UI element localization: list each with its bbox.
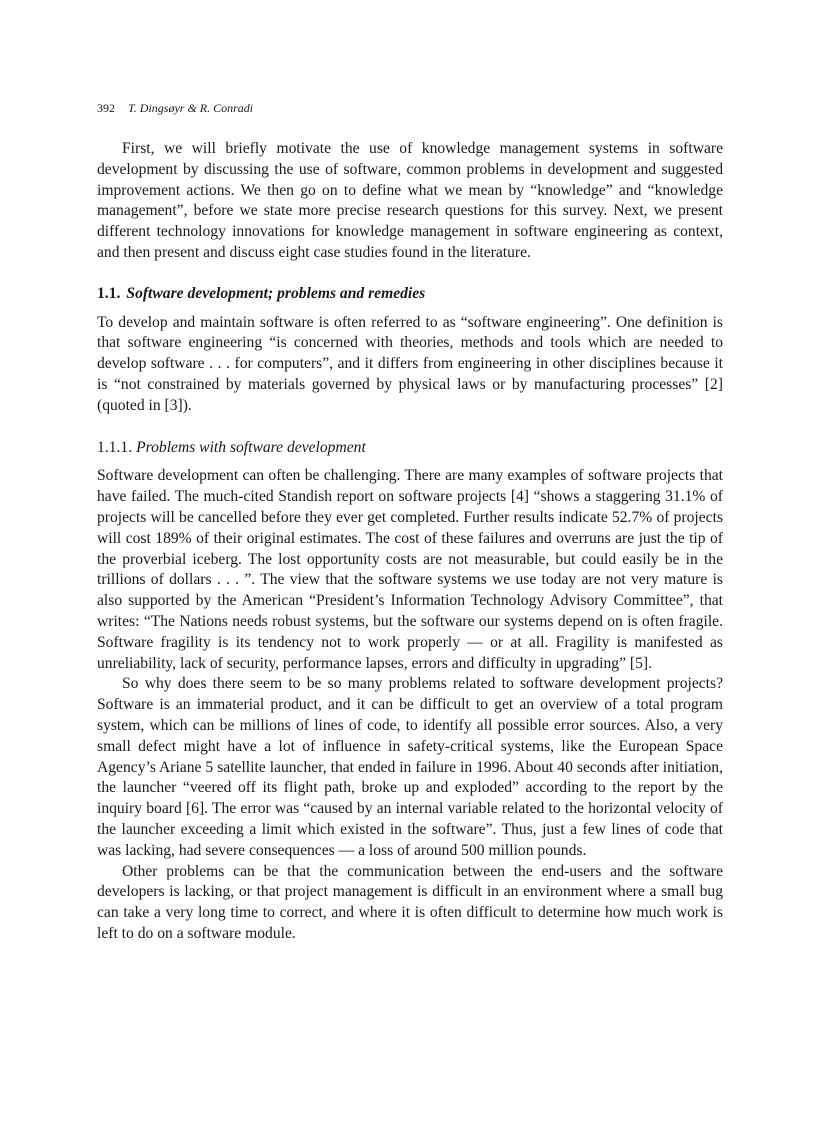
running-head (97, 101, 253, 116)
section-title: Software development; problems and remedies (126, 284, 426, 302)
subsection-paragraph-1: Software development can often be challenging. There are many examples of software projects that have failed. The much-cited Standish report on software projects [4] “shows a staggering 31.1% of projects will be cancelled before they ever get completed. Further results indicate 52.7% of projects will cost 189% of their original estimates. The cost of these failures and overruns are just the tip of the proverbial iceberg. The lost opportunity costs are not measurable, but could easily be in the trillions of dollars . . . ”. The view that the software systems we use today are not very mature is also supported by the American “President’s Information Technology Advisory Committee”, that writes: “The Nations needs robust systems, but the software our systems depend on is often fragile. Software fragility is its tendency not to work properly — or at all. Fragility is manifested as unreliability, lack of security, performance lapses, errors and difficulty in upgrading” [5]. (97, 467, 723, 672)
subsection-paragraph-2: So why does there seem to be so many problems related to software development projects? Software is an immaterial product, and it can be difficult to get an overview of a total program system, which can be millions of lines of code, to identify all possible error sources. Also, a very small defect might have a lot of influence in safety-critical systems, like the European Space Agency’s Ariane 5 satellite launcher, that ended in failure in 1996. About 40 seconds after initiation, the launcher “veered off its flight path, broke up and exploded” according to the report by the inquiry board [6]. The error was “caused by an internal variable related to the horizontal velocity of the launcher exceeding a limit which existed in the software”. Thus, just a few lines of code that was lacking, had severe consequences — a loss of around 500 million pounds. (97, 675, 723, 859)
section-heading (97, 284, 723, 305)
subsection-paragraph-3: Other problems can be that the communication between the end-users and the software developers is lacking, or that project management is difficult in an environment where a small bug can take a very long time to correct, and where it is often difficult to determine how much work is left to do on a software module. (97, 862, 723, 942)
subsection-heading (97, 438, 723, 459)
subsection-title: Problems with software development (136, 438, 366, 456)
section-paragraph: To develop and maintain software is often referred to as “software engineering”. One definition is that software engineering “is concerned with theories, methods and tools which are needed to develop software . . . for computers”, and it differs from engineering in other disciplines because it is “not constrained by materials governed by physical laws or by manufacturing processes” [2] (quoted in [3]). (97, 313, 723, 414)
section-number: 1.1. (97, 284, 121, 302)
page-number: 392 (97, 101, 115, 115)
running-head-authors: T. Dingsøyr & R. Conradi (128, 101, 254, 115)
body-text (97, 139, 723, 945)
subsection-number: 1.1.1. (97, 438, 133, 456)
intro-paragraph: First, we will briefly motivate the use of knowledge management systems in software development by discussing the use of software, common problems in development and suggested improvement actions. We then go on to define what we mean by “knowledge” and “knowledge management”, before we state more precise research questions for this survey. Next, we present different technology innovations for knowledge management in software engineering as context, and then present and discuss eight case studies found in the literature. (97, 140, 723, 261)
